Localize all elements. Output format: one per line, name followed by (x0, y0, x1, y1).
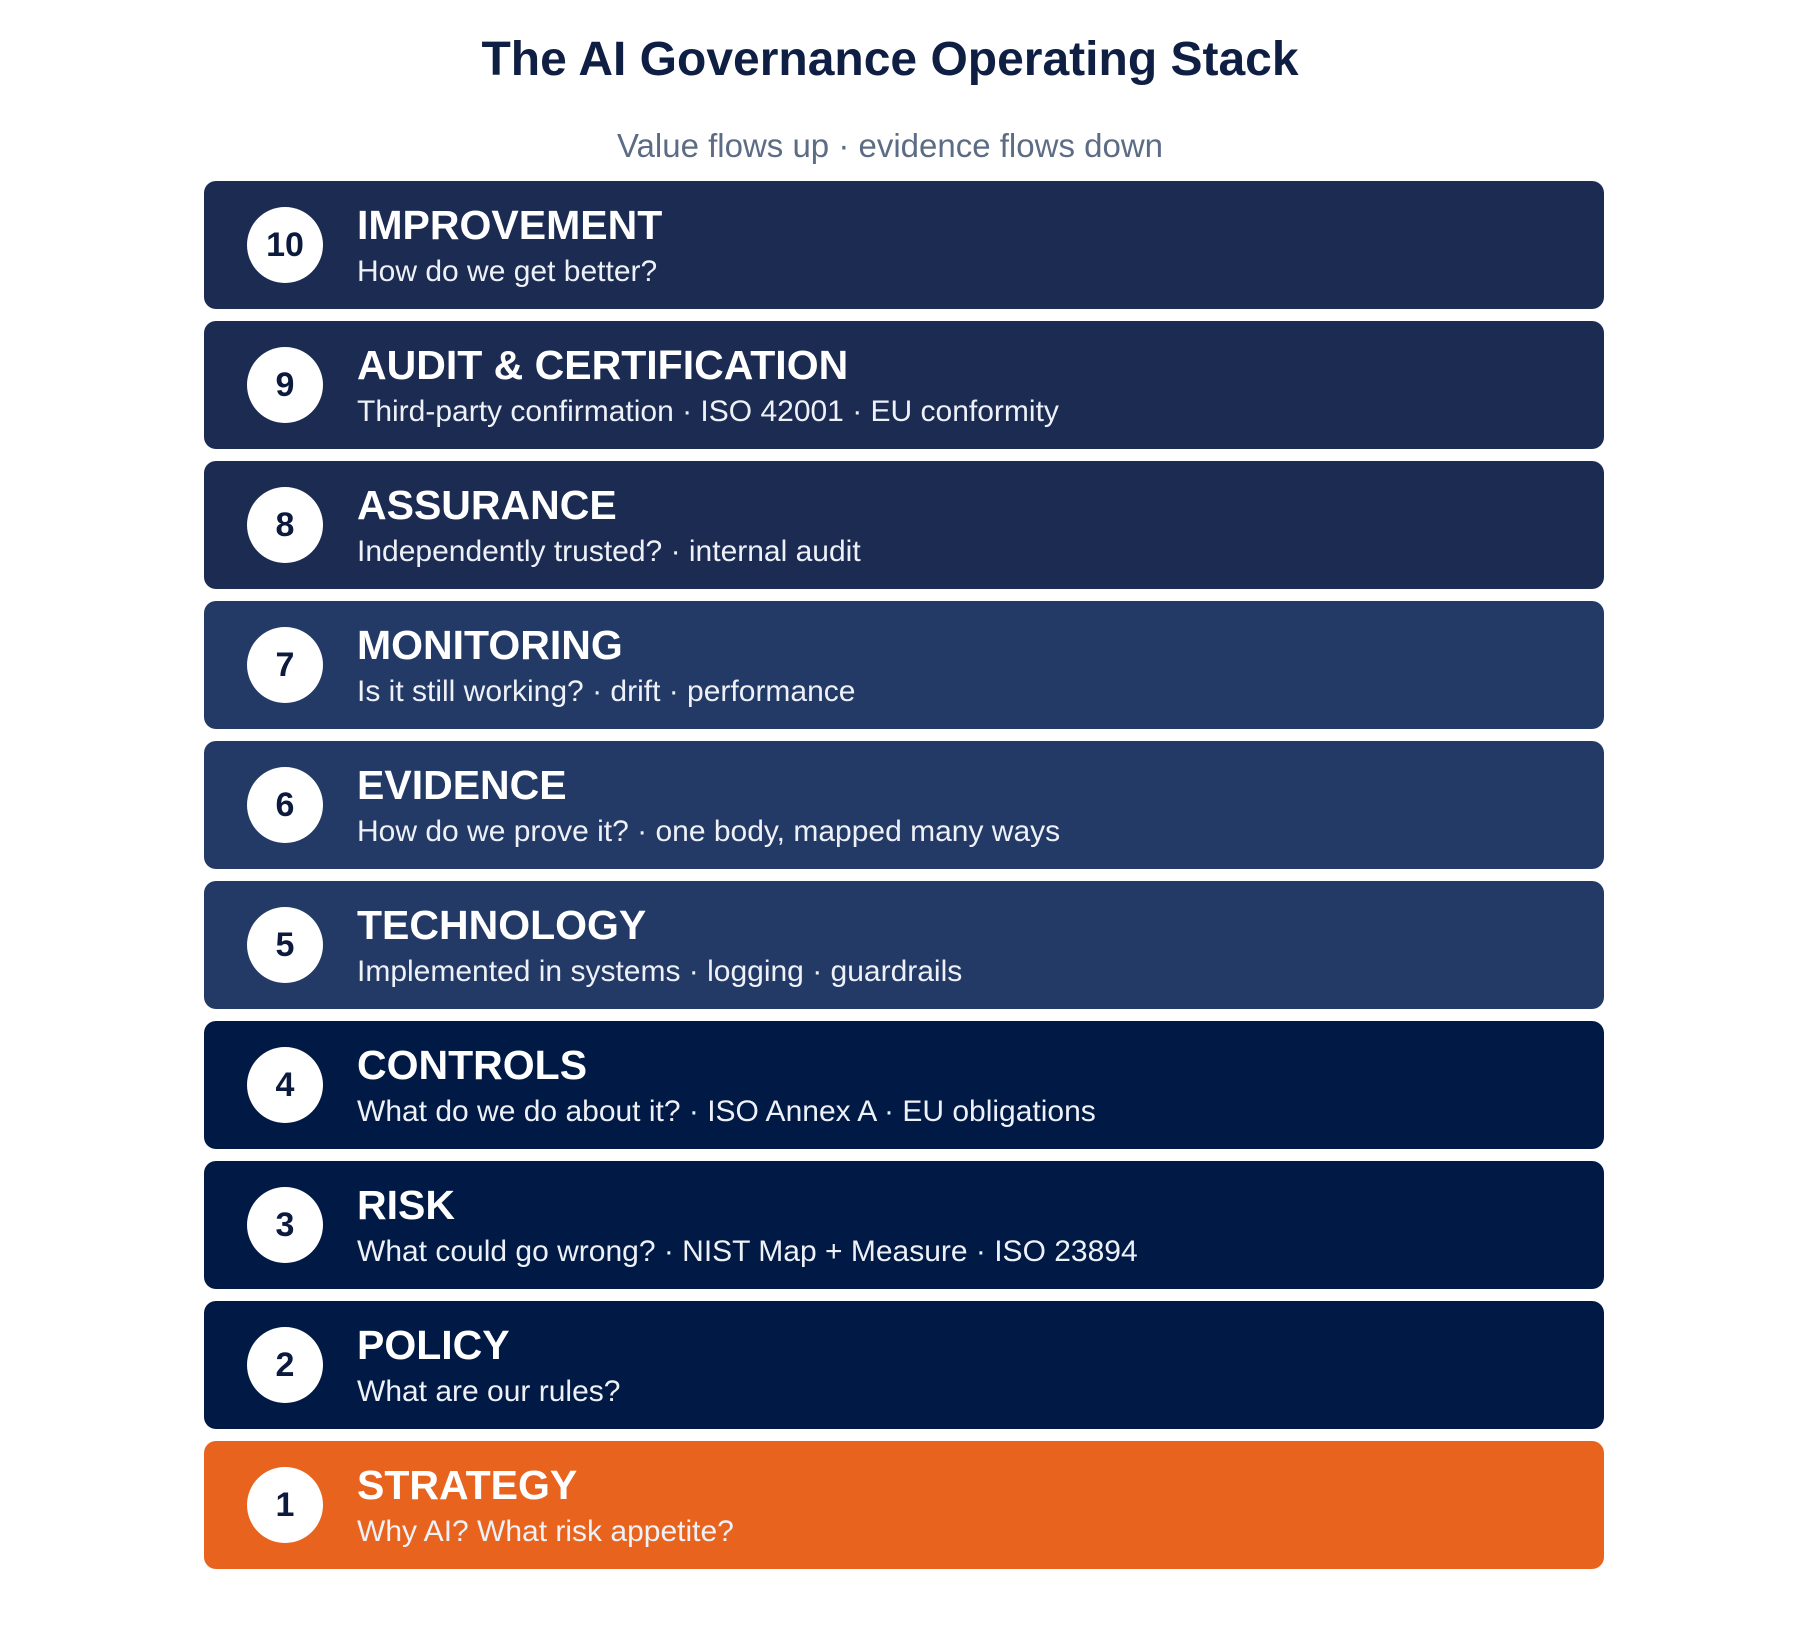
layer-description: Implemented in systems · logging · guardrails (357, 955, 963, 988)
layer-number-badge: 5 (247, 907, 323, 983)
layer-number-badge: 10 (247, 207, 323, 283)
layer-number-badge: 1 (247, 1467, 323, 1543)
layer-title: CONTROLS (357, 1042, 588, 1088)
layer-policy (204, 1301, 1604, 1429)
layer-description: How do we prove it? · one body, mapped many ways (357, 815, 1061, 848)
layer-number-badge: 3 (247, 1187, 323, 1263)
layer-description: Independently trusted? · internal audit (357, 535, 861, 568)
layer-description: Third-party confirmation · ISO 42001 · EU conformity (357, 395, 1059, 428)
page-subtitle: Value flows up · evidence flows down (616, 127, 1163, 164)
layer-assurance (204, 461, 1604, 589)
layer-evidence (204, 741, 1604, 869)
layer-title: ASSURANCE (357, 482, 617, 528)
layer-risk (204, 1161, 1604, 1289)
layer-title: POLICY (357, 1322, 510, 1368)
layer-monitoring (204, 601, 1604, 729)
layer-title: IMPROVEMENT (357, 202, 663, 248)
layer-title: STRATEGY (357, 1462, 578, 1508)
layer-number-badge: 7 (247, 627, 323, 703)
layer-description: Why AI? What risk appetite? (357, 1515, 734, 1548)
layer-title: AUDIT & CERTIFICATION (357, 342, 849, 388)
layer-number-badge: 4 (247, 1047, 323, 1123)
layer-description: What could go wrong? · NIST Map + Measure · ISO 23894 (357, 1235, 1138, 1268)
layer-title: TECHNOLOGY (357, 902, 647, 948)
layer-title: MONITORING (357, 622, 623, 668)
layer-number-badge: 9 (247, 347, 323, 423)
layer-technology (204, 881, 1604, 1009)
page-title: The AI Governance Operating Stack (481, 33, 1299, 86)
layer-number-badge: 6 (247, 767, 323, 843)
layer-audit-certification (204, 321, 1604, 449)
layer-improvement (204, 181, 1604, 309)
layer-controls (204, 1021, 1604, 1149)
layer-title: EVIDENCE (357, 762, 567, 808)
layer-description: How do we get better? (357, 255, 658, 288)
layer-description: What are our rules? (357, 1375, 621, 1408)
header (0, 30, 1800, 168)
layer-description: Is it still working? · drift · performance (357, 675, 856, 708)
layer-number-badge: 8 (247, 487, 323, 563)
layer-number-badge: 2 (247, 1327, 323, 1403)
layer-strategy (204, 1441, 1604, 1569)
layer-description: What do we do about it? · ISO Annex A · EU obligations (357, 1095, 1096, 1128)
governance-stack (204, 181, 1604, 1569)
layer-title: RISK (357, 1182, 455, 1228)
